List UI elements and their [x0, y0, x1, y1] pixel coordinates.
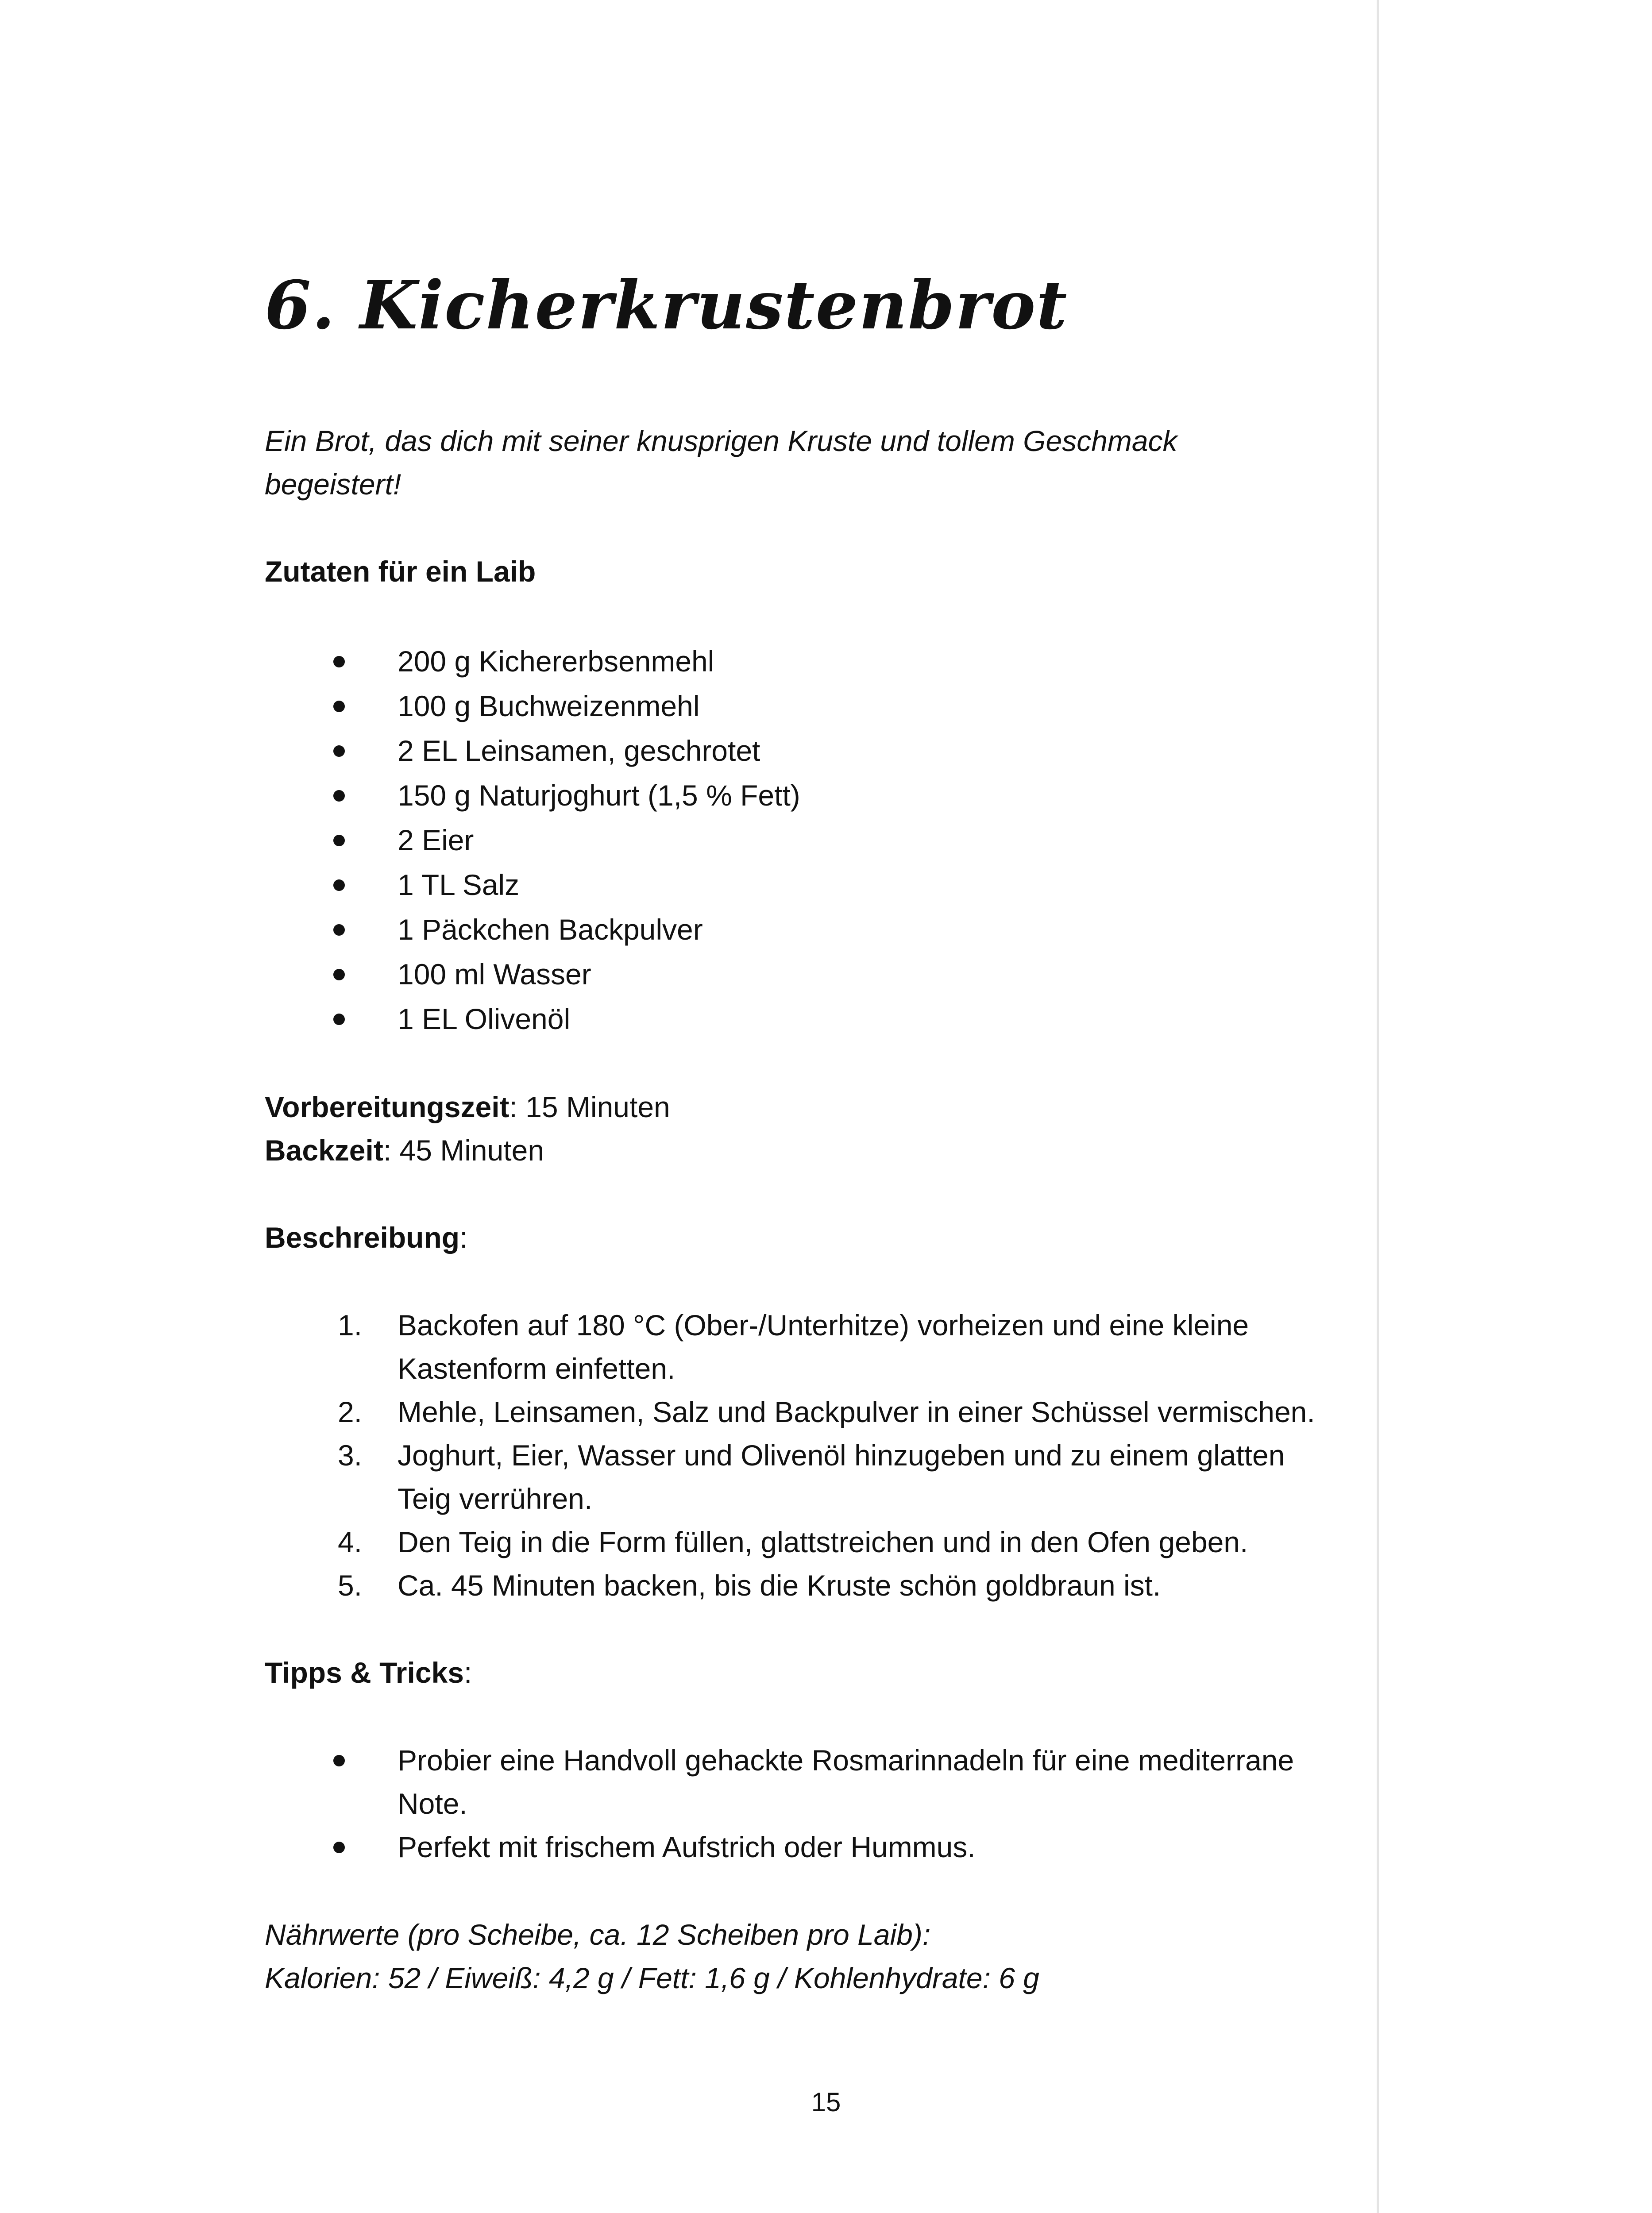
description-heading	[265, 1216, 467, 1259]
ingredient-text: 1 EL Olivenöl	[398, 1002, 571, 1035]
bullet-icon	[333, 969, 345, 980]
step-text: Mehle, Leinsamen, Salz und Backpulver in einer Schüssel vermischen.	[398, 1396, 1315, 1428]
step-item	[265, 1303, 1380, 1347]
ingredient-text: 1 Päckchen Backpulver	[398, 913, 703, 946]
description-heading-colon: :	[459, 1221, 468, 1254]
step-item	[265, 1564, 1380, 1607]
tips-heading	[265, 1651, 472, 1694]
ingredient-item	[265, 997, 1380, 1041]
tip-item-continuation	[265, 1782, 1380, 1825]
ingredient-text: 200 g Kichererbsenmehl	[398, 645, 714, 678]
recipe-title: 6. Kicherkrustenbrot	[265, 266, 1068, 344]
step-text: Ca. 45 Minuten backen, bis die Kruste schön goldbraun ist.	[398, 1569, 1161, 1602]
bullet-icon	[333, 1842, 345, 1853]
bullet-icon	[333, 701, 345, 712]
step-item	[265, 1520, 1380, 1564]
tip-item	[265, 1739, 1380, 1782]
tip-text: Note.	[398, 1787, 467, 1820]
step-text: Teig verrühren.	[398, 1482, 593, 1515]
page-number: 15	[811, 2087, 841, 2117]
ingredient-item	[265, 863, 1380, 906]
tips-heading-colon: :	[463, 1656, 472, 1689]
step-number: 2.	[337, 1396, 362, 1428]
step-text: Den Teig in die Form füllen, glattstreichen und in den Ofen geben.	[398, 1526, 1248, 1558]
bake-time	[265, 1129, 544, 1172]
step-item-continuation	[265, 1477, 1380, 1520]
ingredient-item	[265, 818, 1380, 862]
prep-time-label: Vorbereitungszeit	[265, 1091, 509, 1123]
step-item	[265, 1390, 1380, 1434]
bullet-icon	[333, 790, 345, 802]
intro-line-2: begeistert!	[265, 468, 401, 501]
ingredient-item	[265, 952, 1380, 996]
ingredient-item	[265, 684, 1380, 728]
ingredient-text: 150 g Naturjoghurt (1,5 % Fett)	[398, 779, 800, 812]
tip-item	[265, 1825, 1380, 1869]
step-number: 5.	[337, 1569, 362, 1602]
ingredient-text: 2 Eier	[398, 824, 474, 856]
nutrition-heading: Nährwerte (pro Scheibe, ca. 12 Scheiben pro Laib):	[265, 1918, 931, 1951]
step-number: 4.	[337, 1526, 362, 1558]
bullet-icon	[333, 1755, 345, 1766]
ingredient-item	[265, 774, 1380, 817]
bake-time-label: Backzeit	[265, 1134, 383, 1167]
bullet-icon	[333, 835, 345, 846]
bullet-icon	[333, 745, 345, 757]
ingredient-item	[265, 908, 1380, 951]
prep-time	[265, 1085, 670, 1129]
description-heading-label: Beschreibung	[265, 1221, 460, 1254]
step-text: Joghurt, Eier, Wasser und Olivenöl hinzugeben und zu einem glatten	[398, 1439, 1285, 1472]
step-item	[265, 1434, 1380, 1477]
bullet-icon	[333, 1014, 345, 1025]
step-item-continuation	[265, 1347, 1380, 1390]
prep-time-value: : 15 Minuten	[509, 1091, 670, 1123]
ingredient-item	[265, 729, 1380, 772]
step-number: 3.	[337, 1439, 362, 1472]
tip-text: Perfekt mit frischem Aufstrich oder Hummus.	[398, 1831, 976, 1863]
ingredient-text: 1 TL Salz	[398, 868, 520, 901]
ingredient-item	[265, 640, 1380, 683]
ingredient-text: 100 g Buchweizenmehl	[398, 690, 700, 722]
ingredient-text: 100 ml Wasser	[398, 958, 591, 991]
tips-heading-label: Tipps & Tricks	[265, 1656, 464, 1689]
tip-text: Probier eine Handvoll gehackte Rosmarinnadeln für eine mediterrane	[398, 1744, 1294, 1777]
page-edge-divider	[1377, 0, 1379, 2213]
nutrition-values: Kalorien: 52 / Eiweiß: 4,2 g / Fett: 1,6 g / Kohlenhydrate: 6 g	[265, 1962, 1039, 1994]
step-number: 1.	[337, 1309, 362, 1342]
step-text: Kastenform einfetten.	[398, 1352, 675, 1385]
bake-time-value: : 45 Minuten	[383, 1134, 544, 1167]
bullet-icon	[333, 879, 345, 891]
step-text: Backofen auf 180 °C (Ober-/Unterhitze) vorheizen und eine kleine	[398, 1309, 1249, 1342]
bullet-icon	[333, 924, 345, 936]
ingredients-heading: Zutaten für ein Laib	[265, 555, 536, 588]
bullet-icon	[333, 656, 345, 667]
ingredient-text: 2 EL Leinsamen, geschrotet	[398, 734, 760, 767]
intro-line-1: Ein Brot, das dich mit seiner knusprigen Kruste und tollem Geschmack	[265, 424, 1177, 457]
